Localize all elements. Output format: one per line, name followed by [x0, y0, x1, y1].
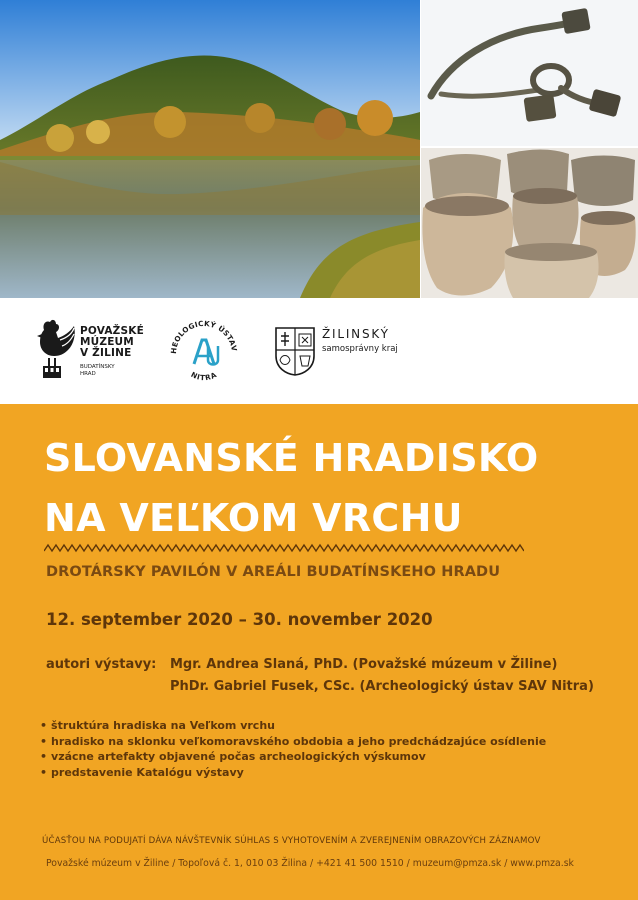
- poster-subtitle: DROTÁRSKY PAVILÓN V AREÁLI BUDATÍNSKEHO HRADU: [46, 564, 501, 580]
- lake-hill-photo: [0, 0, 420, 298]
- museum-logo-name: POVAŽSKÉ MÚZEUM V ŽILINE: [80, 325, 144, 359]
- pottery-photo: [421, 148, 638, 298]
- zigzag-divider-icon: [44, 543, 524, 553]
- museum-logo-sub: BUDATÍNSKY HRAD: [80, 364, 115, 377]
- region-crest-icon: [274, 326, 316, 376]
- list-item: • štruktúra hradiska na Veľkom vrchu: [40, 718, 546, 734]
- iron-artifact-photo: [421, 0, 638, 146]
- authors-label: autori výstavy:: [46, 657, 157, 672]
- topics-list: [40, 718, 546, 780]
- info-panel: [0, 404, 638, 900]
- exhibition-dates: 12. september 2020 – 30. november 2020: [46, 610, 433, 629]
- museum-logo[interactable]: [34, 318, 154, 384]
- region-logo-name: ŽILINSKÝ: [322, 327, 390, 341]
- region-logo-sub: samosprávny kraj: [322, 344, 398, 354]
- consent-notice: ÚČASŤOU NA PODUJATÍ DÁVA NÁVŠTEVNÍK SÚHLAS S VYHOTOVENÍM A ZVEREJNENÍM OBRAZOVÝCH ZÁZNAMOV: [42, 836, 541, 846]
- author-2: PhDr. Gabriel Fusek, CSc. (Archeologický ústav SAV Nitra): [170, 679, 594, 694]
- photo-strip: [0, 0, 638, 298]
- contact-address: Považské múzeum v Žiline / Topoľová č. 1, 010 03 Žilina / +421 41 500 1510 / muzeum@pmza.sk / www.pmza.sk: [46, 858, 574, 869]
- poster-title-line2: NA VEĽKOM VRCHU: [44, 496, 463, 540]
- poster-title-line1: SLOVANSKÉ HRADISKO: [44, 436, 539, 480]
- logos-row: [0, 298, 638, 404]
- svg-text:NITRA: NITRA: [189, 369, 219, 383]
- list-item: • vzácne artefakty objavené počas archeologických výskumov: [40, 749, 546, 765]
- institute-seal-icon: [168, 312, 240, 392]
- region-logo[interactable]: [274, 326, 404, 378]
- list-item: • predstavenie Katalógu výstavy: [40, 765, 546, 781]
- svg-text:ARCHEOLOGICKÝ ÚSTAV SAV: HEOLOGICKÝ ÚSTAV: [168, 318, 239, 355]
- rooster-logo-icon: [34, 318, 78, 380]
- author-1: Mgr. Andrea Slaná, PhD. (Považské múzeum v Žiline): [170, 657, 558, 672]
- list-item: • hradisko na sklonku veľkomoravského obdobia a jeho predchádzajúce osídlenie: [40, 734, 546, 750]
- institute-logo[interactable]: [168, 312, 240, 392]
